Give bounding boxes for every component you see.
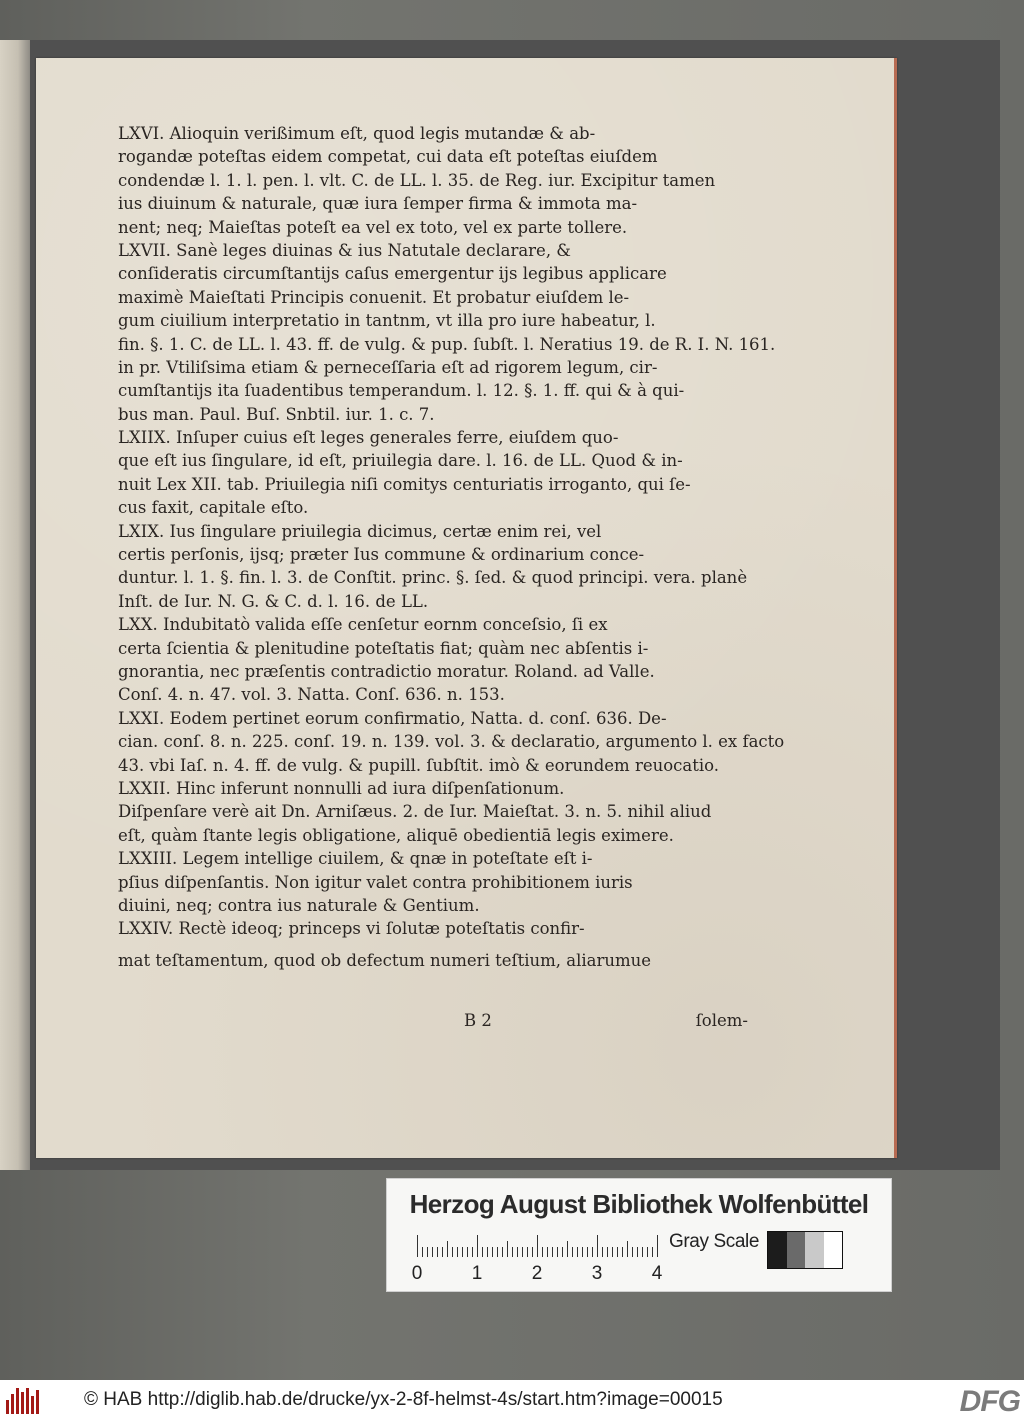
ruler-tick (547, 1247, 548, 1257)
scale-number: 3 (591, 1263, 603, 1284)
text-line: LXX. Indubitatò valida eſſe cenſetur eornm conceſsio, ſi ex (118, 615, 608, 635)
ruler-tick (487, 1247, 488, 1257)
hab-logo-bar (6, 1400, 9, 1414)
ruler-tick (512, 1247, 513, 1257)
scale-numbers (411, 1263, 671, 1285)
ruler-tick (587, 1247, 588, 1257)
ruler-tick (437, 1247, 438, 1257)
text-line: conſideratis circumſtantijs caſus emergentur ijs legibus applicare (118, 264, 667, 284)
text-line: certis perſonis, ijsq; præter Ius commune & ordinarium conce- (118, 545, 645, 565)
text-line: LXXI. Eodem pertinet eorum confirmatio, Natta. d. conſ. 636. De- (118, 708, 667, 728)
ruler-tick (632, 1247, 633, 1257)
catchword: ſolem- (695, 1011, 748, 1030)
gray-swatch-cell (768, 1232, 787, 1268)
page-footer-line (118, 1011, 748, 1035)
text-line: bus man. Paul. Buſ. Snbtil. iur. 1. c. 7. (118, 404, 435, 424)
text-line: gnorantia, nec præſentis contradictio moratur. Roland. ad Valle. (118, 661, 655, 681)
text-line: nuit Lex XII. tab. Priuilegia niſi comitys centuriatis irroganto, qui ſe- (118, 474, 691, 494)
text-line: diuini, neq; contra ius naturale & Gentium. (118, 895, 480, 915)
ruler-tick (642, 1247, 643, 1257)
scale-number: 2 (531, 1263, 543, 1284)
ruler-tick (622, 1247, 623, 1257)
ruler-tick (442, 1247, 443, 1257)
ruler-tick (652, 1247, 653, 1257)
document-page (36, 58, 897, 1158)
ruler-tick (572, 1247, 573, 1257)
ruler-tick (537, 1235, 538, 1257)
ruler-tick (602, 1247, 603, 1257)
ruler-tick (612, 1247, 613, 1257)
gray-scale-label: Gray Scale (669, 1231, 759, 1252)
text-line: condendæ l. 1. l. pen. l. vlt. C. de LL. l. 35. de Reg. iur. Excipitur tamen (118, 170, 716, 190)
gray-swatch-cell (824, 1232, 843, 1268)
hab-logo-bar (31, 1396, 34, 1414)
ruler-tick (577, 1247, 578, 1257)
text-line: nent; neq; Maieſtas poteſt ea vel ex toto, vel ex parte tollere. (118, 217, 628, 237)
footer-copyright-link[interactable]: © HAB http://diglib.hab.de/drucke/yx-2-8f-helmst-4s/start.htm?image=00015 (84, 1389, 723, 1410)
ruler-tick (492, 1247, 493, 1257)
text-line: maximè Maieſtati Principis conuenit. Et probatur eiuſdem le- (118, 287, 630, 307)
hab-logo-bar (21, 1392, 24, 1414)
ruler-tick (597, 1235, 598, 1257)
ruler-tick (657, 1235, 658, 1257)
text-line: LXXII. Hinc inferunt nonnulli ad iura diſpenſationum. (118, 778, 565, 798)
text-line: LXXIV. Rectè ideoq; princeps vi ſolutæ poteſtatis confir- (118, 919, 585, 939)
text-line: Conſ. 4. n. 47. vol. 3. Natta. Conſ. 636. n. 153. (118, 685, 505, 705)
hab-logo-bar (16, 1388, 19, 1414)
ruler-tick (542, 1247, 543, 1257)
hab-logo-bar (36, 1390, 39, 1414)
ruler-tick (552, 1247, 553, 1257)
text-block (118, 122, 785, 972)
ruler-tick (517, 1247, 518, 1257)
text-line: duntur. l. 1. §. fin. l. 3. de Conſtit. princ. §. ſed. & quod principi. vera. planè (118, 568, 748, 588)
ruler-tick (427, 1247, 428, 1257)
ruler-tick (647, 1247, 648, 1257)
ruler-tick (452, 1247, 453, 1257)
ruler-tick (582, 1247, 583, 1257)
ruler-tick (617, 1247, 618, 1257)
scale-number: 4 (651, 1263, 663, 1284)
text-line: in pr. Vtiliſsima etiam & perneceſſaria eſt ad rigorem legum, cir- (118, 357, 658, 377)
ruler-tick (637, 1247, 638, 1257)
hab-logo-bar (11, 1394, 14, 1414)
text-line: cian. conſ. 8. n. 225. conſ. 19. n. 139. vol. 3. & declaratio, argumento l. ex facto (118, 732, 785, 752)
ruler-tick (567, 1241, 568, 1257)
gray-scale-swatch (767, 1231, 843, 1269)
ruler-tick (472, 1247, 473, 1257)
ruler-tick (592, 1247, 593, 1257)
ruler-tick (432, 1247, 433, 1257)
ruler-tick (607, 1247, 608, 1257)
footer-bar (0, 1380, 1024, 1422)
dfg-logo: DFG (959, 1385, 1020, 1418)
ruler-tick (477, 1235, 478, 1257)
gray-swatch-cell (787, 1232, 806, 1268)
ruler-tick (532, 1247, 533, 1257)
ruler-tick (467, 1247, 468, 1257)
text-line: Diſpenſare verè ait Dn. Arniſæus. 2. de Iur. Maieſtat. 3. n. 5. nihil aliud (118, 802, 712, 822)
library-label-card (386, 1178, 892, 1292)
ruler-tick (557, 1247, 558, 1257)
text-line: LXVII. Sanè leges diuinas & ius Natutale declarare, & (118, 240, 571, 260)
text-line: 43. vbi Iaſ. n. 4. ff. de vulg. & pupill. ſubſtit. imò & eorundem reuocatio. (118, 755, 720, 775)
gray-swatch-cell (805, 1232, 824, 1268)
book-edge (0, 40, 30, 1170)
text-line: LXXIII. Legem intellige ciuilem, & qnæ in poteſtate eſt i- (118, 849, 593, 869)
ruler-tick (497, 1247, 498, 1257)
scale-ruler (417, 1235, 657, 1257)
text-line: fin. §. 1. C. de LL. l. 43. ff. de vulg. & pup. ſubſt. l. Neratius 19. de R. I. N. 161. (118, 334, 776, 354)
scale-number: 1 (471, 1263, 483, 1284)
ruler-tick (457, 1247, 458, 1257)
ruler-tick (627, 1241, 628, 1257)
text-line: pſius diſpenſantis. Non igitur valet contra prohibitionem iuris (118, 872, 633, 892)
text-line: cumſtantijs ita ſuadentibus temperandum. l. 12. §. 1. ff. qui & à qui- (118, 381, 685, 401)
ruler-tick (502, 1247, 503, 1257)
scale-number: 0 (411, 1263, 423, 1284)
text-line: LXIIX. Inſuper cuius eſt leges generales ferre, eiuſdem quo- (118, 428, 619, 448)
text-line: ius diuinum & naturale, quæ iura ſemper firma & immota ma- (118, 194, 638, 214)
library-name: Herzog August Bibliothek Wolfenbüttel (409, 1189, 869, 1219)
ruler-tick (422, 1247, 423, 1257)
ruler-tick (447, 1241, 448, 1257)
ruler-tick (417, 1235, 418, 1257)
ruler-tick (462, 1247, 463, 1257)
text-line: LXIX. Ius ſingulare priuilegia dicimus, certæ enim rei, vel (118, 521, 602, 541)
text-line: cus faxit, capitale eſto. (118, 498, 309, 518)
ruler-tick (522, 1247, 523, 1257)
ruler-tick (482, 1247, 483, 1257)
text-line: gum ciuilium interpretatio in tantnm, vt illa pro iure habeatur, l. (118, 311, 656, 331)
text-line: LXVI. Alioquin verißimum eſt, quod legis mutandæ & ab- (118, 124, 596, 143)
ruler-tick (507, 1241, 508, 1257)
ruler-tick (527, 1247, 528, 1257)
hab-logo-bar (26, 1388, 29, 1414)
signature-mark: B 2 (464, 1011, 492, 1030)
text-line: mat teſtamentum, quod ob defectum numeri teſtium, aliarumue (118, 950, 652, 970)
hab-logo-icon (6, 1388, 46, 1414)
text-line: que eſt ius ſingulare, id eſt, priuilegia dare. l. 16. de LL. Quod & in- (118, 451, 683, 471)
text-line: eſt, quàm ſtante legis obligatione, aliquē obedientiā legis eximere. (118, 825, 674, 845)
text-line: Inſt. de Iur. N. G. & C. d. l. 16. de LL. (118, 591, 429, 611)
text-line: certa ſcientia & plenitudine poteſtatis fiat; quàm nec abſentis i- (118, 638, 649, 658)
text-line: rogandæ poteſtas eidem competat, cui data eſt poteſtas eiuſdem (118, 147, 658, 167)
ruler-tick (562, 1247, 563, 1257)
